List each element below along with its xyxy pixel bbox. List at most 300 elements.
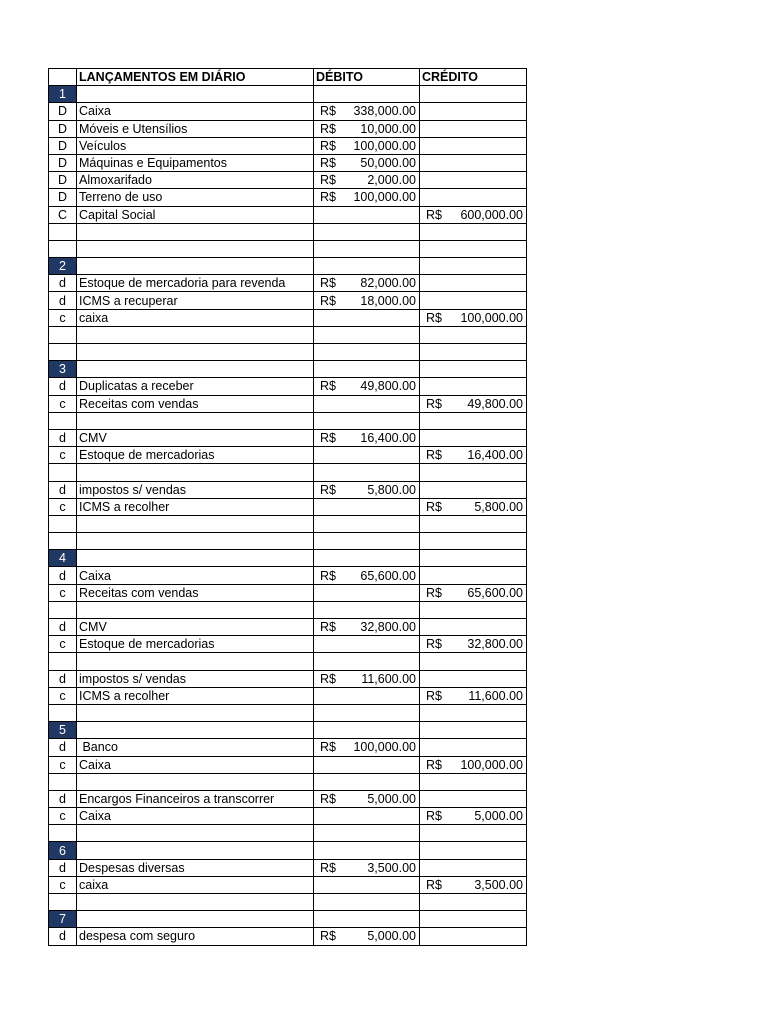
empty-cell [314,601,420,618]
section-number: 6 [49,842,77,859]
empty-cell [420,894,527,911]
empty-cell [77,223,314,240]
account-name: ICMS a recolher [77,498,314,515]
account-name: Capital Social [77,206,314,223]
account-name: Receitas com vendas [77,395,314,412]
entry-type: D [49,154,77,171]
entry-type: c [49,584,77,601]
debit-cell [314,275,420,292]
account-name: Almoxarifado [77,172,314,189]
credit-cell [420,189,527,206]
credit-cell [420,447,527,464]
entry-row [49,567,527,584]
currency-symbol: R$ [426,396,442,411]
debit-cell [314,103,420,120]
empty-cell [420,911,527,928]
empty-cell [49,412,77,429]
amount-value: 16,400.00 [467,448,523,463]
empty-cell [77,894,314,911]
entry-type: c [49,498,77,515]
empty-cell [77,653,314,670]
empty-cell [49,894,77,911]
entry-type: d [49,619,77,636]
credit-cell [420,808,527,825]
credit-cell [420,739,527,756]
debit-cell [314,859,420,876]
currency-symbol: R$ [320,138,336,153]
empty-cell [314,412,420,429]
empty-cell [420,258,527,275]
credit-cell [420,790,527,807]
empty-cell [314,515,420,532]
entry-row [49,670,527,687]
empty-cell [49,326,77,343]
blank-row [49,773,527,790]
empty-cell [314,550,420,567]
account-name: impostos s/ vendas [77,670,314,687]
debit-amount [316,378,417,394]
amount-value: 49,800.00 [467,396,523,411]
blank-row [49,894,527,911]
empty-cell [49,223,77,240]
debit-cell [314,756,420,773]
credit-cell [420,103,527,120]
empty-cell [420,704,527,721]
entry-type: c [49,309,77,326]
empty-cell [420,842,527,859]
account-name: Estoque de mercadoria para revenda [77,275,314,292]
currency-symbol: R$ [320,156,336,171]
empty-cell [420,86,527,103]
credit-cell [420,584,527,601]
debit-amount [316,860,417,876]
empty-cell [420,361,527,378]
debit-amount [316,138,417,154]
section-row [49,842,527,859]
empty-cell [420,223,527,240]
empty-cell [77,601,314,618]
amount-value: 100,000.00 [460,310,523,325]
credit-amount [422,688,524,704]
credit-amount [422,396,524,412]
amount-value: 338,000.00 [353,104,416,119]
debit-cell [314,928,420,945]
credit-amount [422,447,524,463]
debit-amount [316,568,417,584]
debit-amount [316,739,417,755]
currency-symbol: R$ [320,791,336,806]
entry-type: d [49,481,77,498]
amount-value: 100,000.00 [460,757,523,772]
empty-cell [314,911,420,928]
debit-amount [316,155,417,171]
credit-amount [422,636,524,652]
account-name: ICMS a recolher [77,687,314,704]
entry-type: D [49,189,77,206]
empty-cell [77,722,314,739]
currency-symbol: R$ [426,637,442,652]
account-name: caixa [77,876,314,893]
amount-value: 10,000.00 [360,121,416,136]
debit-cell [314,739,420,756]
empty-cell [314,361,420,378]
credit-cell [420,378,527,395]
empty-cell [49,515,77,532]
currency-symbol: R$ [320,190,336,205]
credit-amount [422,808,524,824]
currency-symbol: R$ [320,482,336,497]
account-name: Duplicatas a receber [77,378,314,395]
entry-type: d [49,670,77,687]
section-row [49,911,527,928]
account-name: CMV [77,619,314,636]
amount-value: 32,800.00 [467,637,523,652]
empty-cell [49,240,77,257]
blank-row [49,601,527,618]
credit-amount [422,310,524,326]
section-number: 4 [49,550,77,567]
entry-row [49,189,527,206]
amount-value: 3,500.00 [474,877,523,892]
amount-value: 100,000.00 [353,138,416,153]
section-row [49,361,527,378]
empty-cell [77,412,314,429]
amount-value: 2,000.00 [367,173,416,188]
credit-cell [420,567,527,584]
blank-row [49,240,527,257]
debit-cell [314,137,420,154]
amount-value: 5,800.00 [367,482,416,497]
section-row [49,550,527,567]
account-name: Estoque de mercadorias [77,636,314,653]
entry-row [49,309,527,326]
credit-cell [420,481,527,498]
entry-row [49,636,527,653]
entry-type: D [49,172,77,189]
empty-cell [420,533,527,550]
debit-amount [316,293,417,309]
empty-cell [314,842,420,859]
blank-row [49,825,527,842]
blank-row [49,223,527,240]
amount-value: 5,000.00 [367,791,416,806]
section-number: 3 [49,361,77,378]
entry-type: d [49,292,77,309]
amount-value: 11,600.00 [468,688,523,703]
blank-row [49,464,527,481]
entry-row [49,275,527,292]
currency-symbol: R$ [426,809,442,824]
credit-cell [420,619,527,636]
credit-cell [420,756,527,773]
credit-cell [420,309,527,326]
entry-row [49,619,527,636]
blank-row [49,704,527,721]
debit-cell [314,292,420,309]
amount-value: 5,000.00 [474,809,523,824]
debit-cell [314,567,420,584]
entry-row [49,154,527,171]
credit-cell [420,670,527,687]
empty-cell [314,894,420,911]
blank-row [49,412,527,429]
amount-value: 100,000.00 [353,740,416,755]
entry-row [49,584,527,601]
credit-cell [420,120,527,137]
entry-type: c [49,447,77,464]
entry-type: D [49,103,77,120]
entry-type: c [49,395,77,412]
currency-symbol: R$ [426,688,442,703]
empty-cell [420,825,527,842]
entry-type: D [49,120,77,137]
empty-cell [49,601,77,618]
account-name: caixa [77,309,314,326]
empty-cell [77,773,314,790]
debit-amount [316,103,417,119]
entry-row [49,687,527,704]
account-name: Caixa [77,808,314,825]
empty-cell [49,773,77,790]
empty-cell [314,258,420,275]
credit-amount [422,499,524,515]
empty-cell [77,515,314,532]
entry-row [49,429,527,446]
entry-type: d [49,378,77,395]
entry-type: c [49,756,77,773]
entry-type: d [49,928,77,945]
entry-row [49,172,527,189]
currency-symbol: R$ [320,671,336,686]
account-name: impostos s/ vendas [77,481,314,498]
debit-cell [314,670,420,687]
entry-row [49,120,527,137]
empty-cell [49,704,77,721]
credit-cell [420,859,527,876]
credit-cell [420,292,527,309]
debit-cell [314,189,420,206]
debit-cell [314,172,420,189]
empty-cell [420,550,527,567]
amount-value: 18,000.00 [360,293,416,308]
entry-row [49,395,527,412]
debit-cell [314,309,420,326]
empty-cell [77,86,314,103]
debit-cell [314,619,420,636]
entry-type: c [49,808,77,825]
entry-row [49,378,527,395]
currency-symbol: R$ [320,276,336,291]
currency-symbol: R$ [426,207,442,222]
account-name: CMV [77,429,314,446]
credit-amount [422,207,524,223]
empty-cell [314,773,420,790]
amount-value: 5,000.00 [367,929,416,944]
empty-cell [314,533,420,550]
account-name: Veículos [77,137,314,154]
entry-row [49,859,527,876]
empty-cell [77,704,314,721]
debit-cell [314,481,420,498]
entry-row [49,808,527,825]
currency-symbol: R$ [320,104,336,119]
account-name: Despesas diversas [77,859,314,876]
amount-value: 50,000.00 [360,156,416,171]
debit-cell [314,120,420,137]
empty-cell [314,86,420,103]
account-name: Móveis e Utensílios [77,120,314,137]
entry-type: C [49,206,77,223]
amount-value: 65,600.00 [467,585,523,600]
currency-symbol: R$ [320,121,336,136]
empty-cell [77,240,314,257]
empty-cell [77,326,314,343]
currency-symbol: R$ [320,860,336,875]
debit-cell [314,429,420,446]
account-name: Terreno de uso [77,189,314,206]
section-number: 5 [49,722,77,739]
account-name: Banco [77,739,314,756]
entry-row [49,103,527,120]
entry-type: d [49,739,77,756]
empty-cell [420,412,527,429]
header-debit: DÉBITO [314,69,420,86]
empty-cell [314,464,420,481]
entry-type: d [49,275,77,292]
empty-cell [314,653,420,670]
blank-row [49,533,527,550]
empty-cell [420,773,527,790]
empty-cell [314,326,420,343]
debit-amount [316,189,417,205]
entry-type: d [49,429,77,446]
empty-cell [49,344,77,361]
empty-cell [420,601,527,618]
amount-value: 11,600.00 [361,671,416,686]
debit-amount [316,275,417,291]
entry-row [49,876,527,893]
empty-cell [420,240,527,257]
entry-row [49,206,527,223]
empty-cell [314,704,420,721]
credit-cell [420,687,527,704]
debit-amount [316,121,417,137]
debit-cell [314,876,420,893]
entry-row [49,447,527,464]
currency-symbol: R$ [426,448,442,463]
debit-amount [316,430,417,446]
credit-cell [420,876,527,893]
account-name: Caixa [77,567,314,584]
currency-symbol: R$ [320,431,336,446]
debit-cell [314,154,420,171]
debit-cell [314,808,420,825]
debit-amount [316,172,417,188]
debit-cell [314,498,420,515]
debit-cell [314,584,420,601]
entry-type: d [49,567,77,584]
debit-cell [314,636,420,653]
account-name: despesa com seguro [77,928,314,945]
amount-value: 65,600.00 [360,568,416,583]
entry-row [49,928,527,945]
empty-cell [314,722,420,739]
empty-cell [49,464,77,481]
debit-amount [316,791,417,807]
amount-value: 3,500.00 [367,860,416,875]
credit-amount [422,585,524,601]
empty-cell [49,653,77,670]
blank-row [49,344,527,361]
amount-value: 5,800.00 [474,499,523,514]
empty-cell [314,223,420,240]
credit-amount [422,877,524,893]
journal-entries-body [49,69,527,946]
account-name: Receitas com vendas [77,584,314,601]
debit-amount [316,928,417,944]
credit-cell [420,154,527,171]
account-name: ICMS a recuperar [77,292,314,309]
currency-symbol: R$ [426,499,442,514]
empty-cell [49,825,77,842]
currency-symbol: R$ [426,757,442,772]
entry-row [49,790,527,807]
header-type-cell [49,69,77,86]
empty-cell [77,825,314,842]
debit-cell [314,687,420,704]
header-entries: LANÇAMENTOS EM DIÁRIO [77,69,314,86]
empty-cell [77,550,314,567]
debit-cell [314,395,420,412]
entry-row [49,498,527,515]
debit-cell [314,447,420,464]
empty-cell [420,326,527,343]
currency-symbol: R$ [320,929,336,944]
currency-symbol: R$ [426,310,442,325]
debit-cell [314,790,420,807]
entry-type: D [49,137,77,154]
currency-symbol: R$ [320,568,336,583]
empty-cell [314,344,420,361]
amount-value: 100,000.00 [353,190,416,205]
header-credit: CRÉDITO [420,69,527,86]
section-row [49,722,527,739]
entry-type: d [49,790,77,807]
entry-type: c [49,636,77,653]
debit-cell [314,206,420,223]
credit-cell [420,275,527,292]
empty-cell [314,240,420,257]
debit-amount [316,482,417,498]
credit-cell [420,498,527,515]
credit-amount [422,757,524,773]
entry-row [49,137,527,154]
credit-cell [420,429,527,446]
amount-value: 82,000.00 [360,276,416,291]
currency-symbol: R$ [320,293,336,308]
empty-cell [77,533,314,550]
section-row [49,258,527,275]
empty-cell [314,825,420,842]
entry-type: c [49,687,77,704]
entry-row [49,739,527,756]
account-name: Caixa [77,103,314,120]
credit-cell [420,928,527,945]
section-number: 7 [49,911,77,928]
empty-cell [77,344,314,361]
credit-cell [420,137,527,154]
account-name: Máquinas e Equipamentos [77,154,314,171]
